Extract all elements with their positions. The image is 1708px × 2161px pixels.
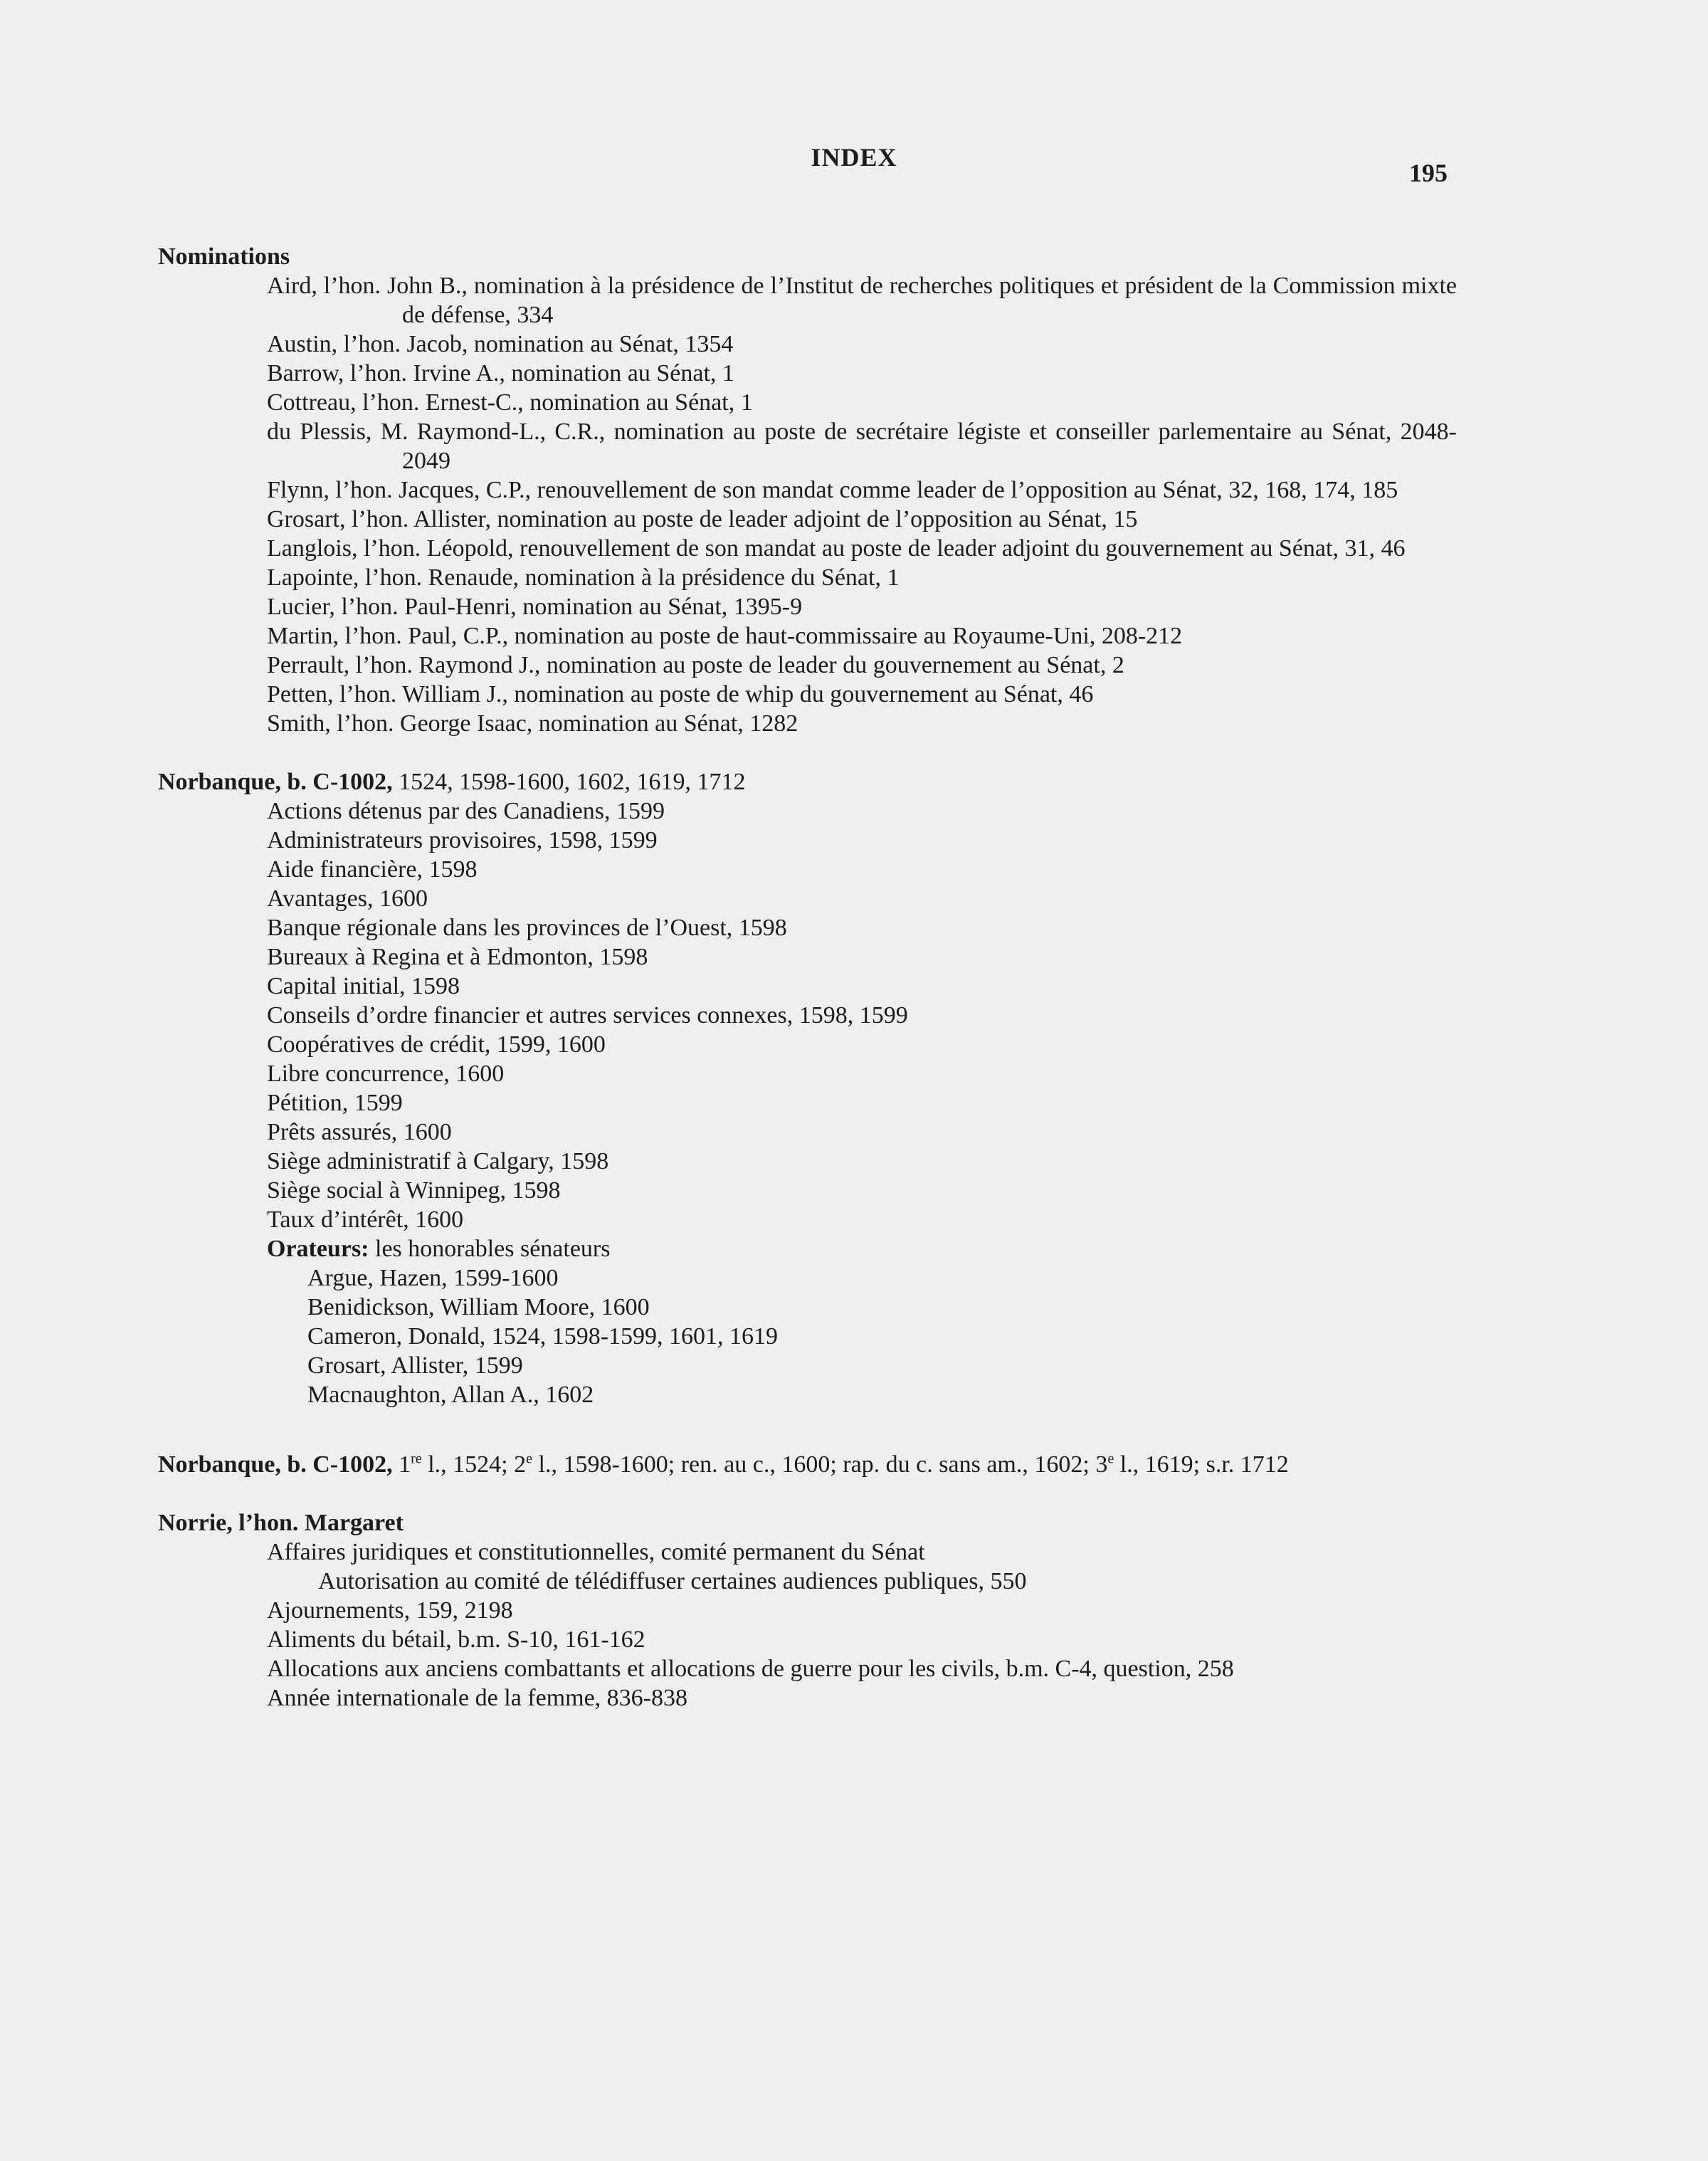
speaker-entry: Benidickson, William Moore, 1600	[307, 1294, 650, 1320]
index-entry: Martin, l’hon. Paul, C.P., nomination au poste de haut-commissaire au Royaume-Uni, 208-212	[267, 623, 1183, 649]
index-entry: Lapointe, l’hon. Renaude, nomination à la présidence du Sénat, 1	[267, 564, 900, 591]
index-entry: Lucier, l’hon. Paul-Henri, nomination au Sénat, 1395-9	[267, 594, 803, 620]
index-entry: Coopératives de crédit, 1599, 1600	[267, 1031, 606, 1058]
index-entry: Siège administratif à Calgary, 1598	[267, 1148, 609, 1174]
index-content	[158, 242, 1457, 1742]
index-entry: du Plessis, M. Raymond-L., C.R., nomination au poste de secrétaire légiste et conseiller parlementaire au Sénat, 2048-2049	[267, 419, 1457, 474]
index-entry: Aird, l’hon. John B., nomination à la présidence de l’Institut de recherches politiques et président de la Commission mixte de défense, 334	[267, 273, 1457, 328]
index-entry: Conseils d’ordre financier et autres services connexes, 1598, 1599	[267, 1002, 908, 1029]
index-entry: Avantages, 1600	[267, 885, 428, 912]
section-norbanque-subjects	[158, 767, 1457, 1409]
speaker-entry: Grosart, Allister, 1599	[307, 1352, 523, 1379]
ordinal-suffix: e	[1107, 1451, 1114, 1467]
section-heading: Norrie, l’hon. Margaret	[158, 1510, 404, 1536]
index-entry: Année internationale de la femme, 836-838	[267, 1685, 687, 1711]
index-entry: Siège social à Winnipeg, 1598	[267, 1177, 561, 1204]
page-title: INDEX	[811, 143, 897, 172]
index-entry: Petten, l’hon. William J., nomination au poste de whip du gouvernement au Sénat, 46	[267, 681, 1094, 708]
page-number: 195	[1409, 159, 1448, 187]
section-heading-line	[158, 767, 1457, 796]
stage-text: l., 1619; s.r. 1712	[1114, 1451, 1289, 1478]
orateurs-label: Orateurs:	[267, 1236, 369, 1262]
index-entry: Banque régionale dans les provinces de l’Ouest, 1598	[267, 915, 787, 941]
orateurs-line	[158, 1234, 1457, 1263]
index-entry: Libre concurrence, 1600	[267, 1061, 505, 1087]
speaker-entry: Argue, Hazen, 1599-1600	[307, 1265, 559, 1291]
index-entry: Taux d’intérêt, 1600	[267, 1206, 464, 1233]
index-entry: Pétition, 1599	[267, 1090, 403, 1116]
section-norbanque-stages	[158, 1450, 1457, 1479]
section-norrie	[158, 1508, 1457, 1713]
heading-page-refs: 1524, 1598-1600, 1602, 1619, 1712	[392, 769, 746, 795]
index-entry: Capital initial, 1598	[267, 973, 460, 999]
stage-text: l., 1598-1600; ren. au c., 1600; rap. du c. sans am., 1602; 3	[532, 1451, 1108, 1478]
index-entry: Smith, l’hon. George Isaac, nomination au Sénat, 1282	[267, 710, 798, 737]
section-heading: Norbanque, b. C-1002,	[158, 769, 393, 795]
speaker-entry: Cameron, Donald, 1524, 1598-1599, 1601, 1619	[307, 1323, 779, 1350]
index-subentry: Autorisation au comité de télédiffuser certaines audiences publiques, 550	[318, 1568, 1027, 1594]
index-entry: Flynn, l’hon. Jacques, C.P., renouvellement de son mandat comme leader de l’opposition au Sénat, 32, 168, 174, 185	[267, 477, 1398, 503]
stage-text: 1	[392, 1451, 411, 1478]
index-entry: Austin, l’hon. Jacob, nomination au Sénat, 1354	[267, 331, 734, 357]
index-entry: Cottreau, l’hon. Ernest-C., nomination au Sénat, 1	[267, 389, 753, 416]
ordinal-suffix: e	[526, 1451, 533, 1467]
orateurs-text: les honorables sénateurs	[369, 1236, 611, 1262]
speaker-entry: Macnaughton, Allan A., 1602	[307, 1382, 594, 1408]
stage-text: l., 1524; 2	[421, 1451, 527, 1478]
index-entry: Aliments du bétail, b.m. S-10, 161-162	[267, 1626, 645, 1653]
ordinal-suffix: re	[411, 1451, 422, 1467]
index-entry: Perrault, l’hon. Raymond J., nomination au poste de leader du gouvernement au Sénat, 2	[267, 652, 1124, 678]
index-entry: Prêts assurés, 1600	[267, 1119, 452, 1145]
index-entry: Affaires juridiques et constitutionnelles, comité permanent du Sénat	[267, 1539, 925, 1565]
index-entry: Barrow, l’hon. Irvine A., nomination au Sénat, 1	[267, 360, 734, 387]
index-entry: Langlois, l’hon. Léopold, renouvellement de son mandat au poste de leader adjoint du gouvernement au Sénat, 31, 46	[267, 535, 1406, 562]
index-entry: Aide financière, 1598	[267, 856, 478, 883]
stages-entry	[158, 1450, 1457, 1479]
index-entry: Bureaux à Regina et à Edmonton, 1598	[267, 944, 648, 970]
index-entry: Actions détenus par des Canadiens, 1599	[267, 798, 665, 824]
index-entry: Ajournements, 159, 2198	[267, 1597, 513, 1624]
index-entry: Administrateurs provisoires, 1598, 1599	[267, 827, 658, 853]
section-nominations	[158, 242, 1457, 738]
index-entry: Grosart, l’hon. Allister, nomination au poste de leader adjoint de l’opposition au Sénat, 15	[267, 506, 1138, 532]
section-heading: Nominations	[158, 243, 290, 270]
section-heading: Norbanque, b. C-1002,	[158, 1451, 393, 1478]
index-entry: Allocations aux anciens combattants et allocations de guerre pour les civils, b.m. C-4, question, 258	[267, 1656, 1234, 1682]
